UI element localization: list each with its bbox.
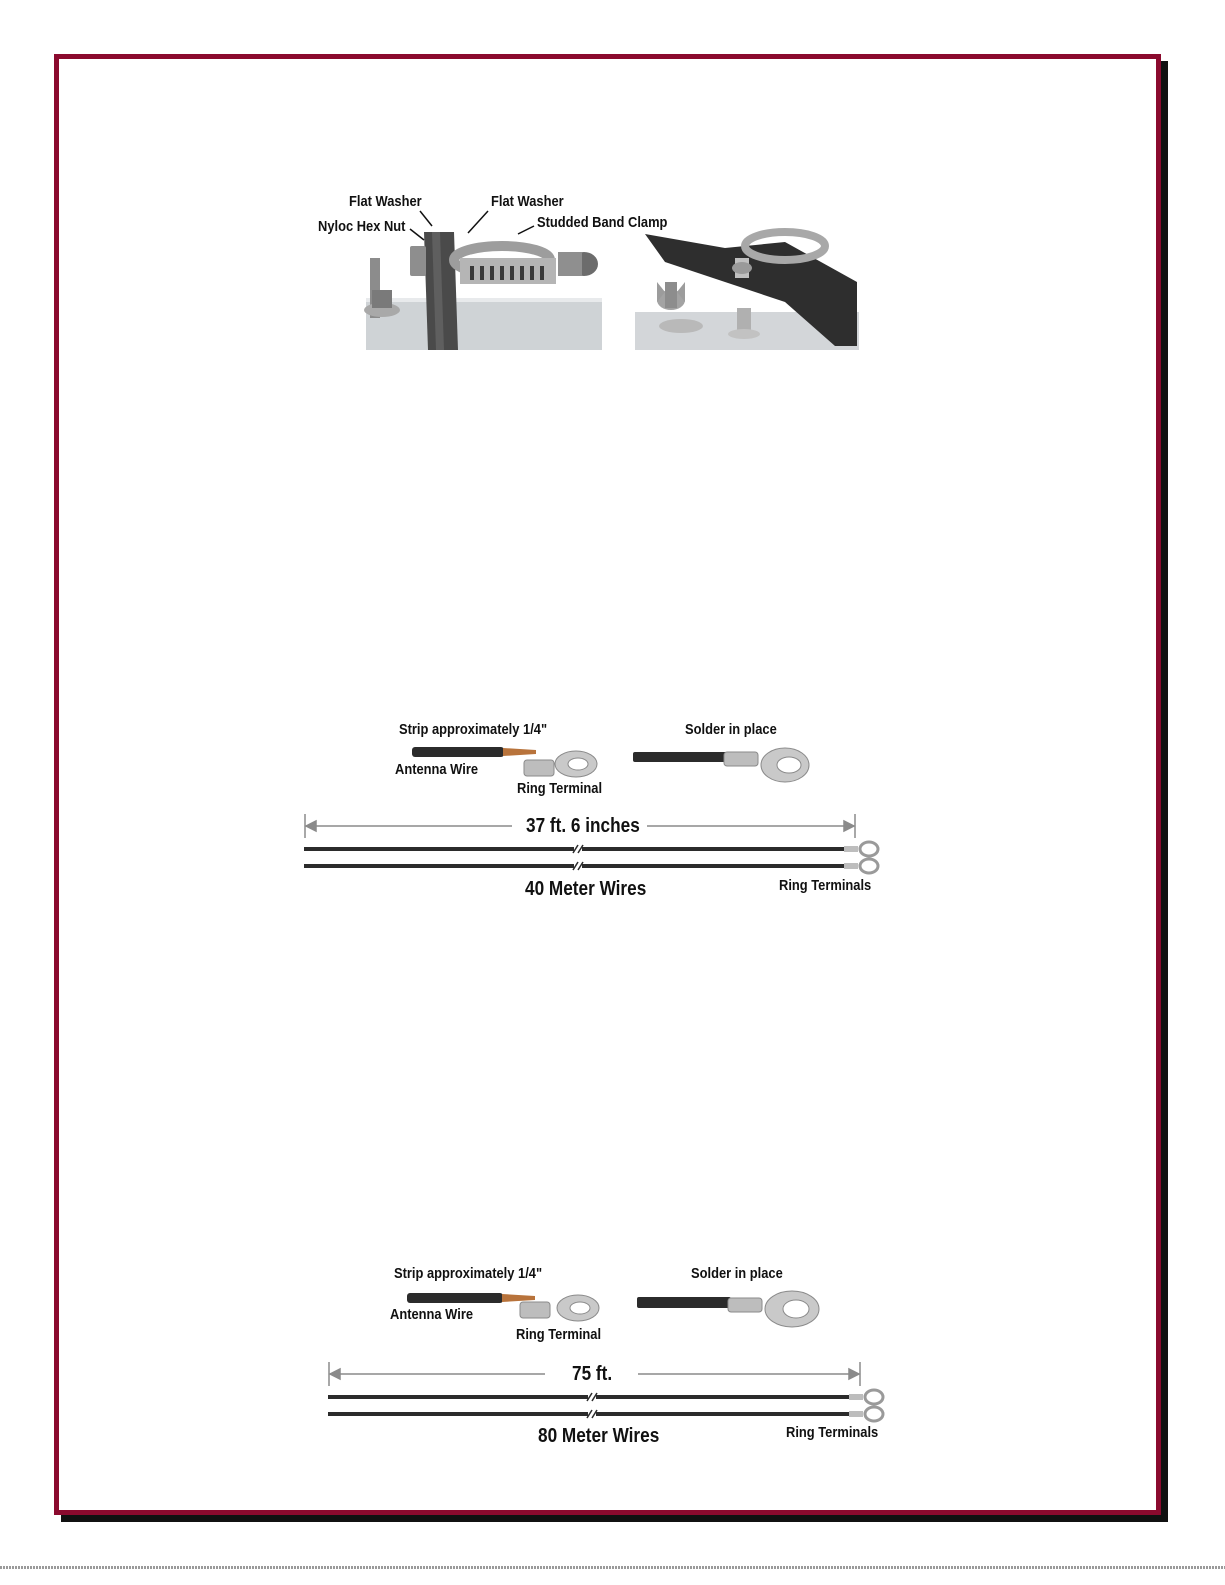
soldered-terminal-80m	[637, 1291, 819, 1327]
strip-label-80m: Strip approximately 1/4"	[394, 1265, 543, 1282]
stripped-copper-80m	[502, 1294, 535, 1302]
ring-terminal-label-80m: Ring Terminal	[516, 1326, 602, 1343]
ring-terminals-label-40m: Ring Terminals	[779, 877, 872, 894]
strip-label-40m: Strip approximately 1/4"	[399, 721, 548, 738]
title-40m: 40 Meter Wires	[525, 878, 647, 900]
length-label-40m: 37 ft. 6 inches	[526, 815, 640, 837]
title-80m: 80 Meter Wires	[538, 1425, 660, 1447]
label-flat-washer-right: Flat Washer	[491, 193, 564, 210]
ring-terminals-label-80m: Ring Terminals	[786, 1424, 879, 1441]
antenna-wire-80m	[407, 1293, 503, 1303]
label-studded-band-clamp: Studded Band Clamp	[537, 214, 668, 231]
solder-label-80m: Solder in place	[691, 1265, 783, 1282]
solder-label-40m: Solder in place	[685, 721, 777, 738]
page-footer-rule	[0, 1566, 1225, 1569]
length-label-80m: 75 ft.	[572, 1363, 613, 1385]
label-flat-washer-left: Flat Washer	[349, 193, 422, 210]
label-nyloc-hex-nut: Nyloc Hex Nut	[318, 218, 406, 235]
wires-80m	[328, 1390, 883, 1421]
ring-terminal-label-40m: Ring Terminal	[517, 780, 603, 797]
antenna-wire-label-80m: Antenna Wire	[390, 1306, 474, 1323]
antenna-wire-label-40m: Antenna Wire	[395, 761, 479, 778]
